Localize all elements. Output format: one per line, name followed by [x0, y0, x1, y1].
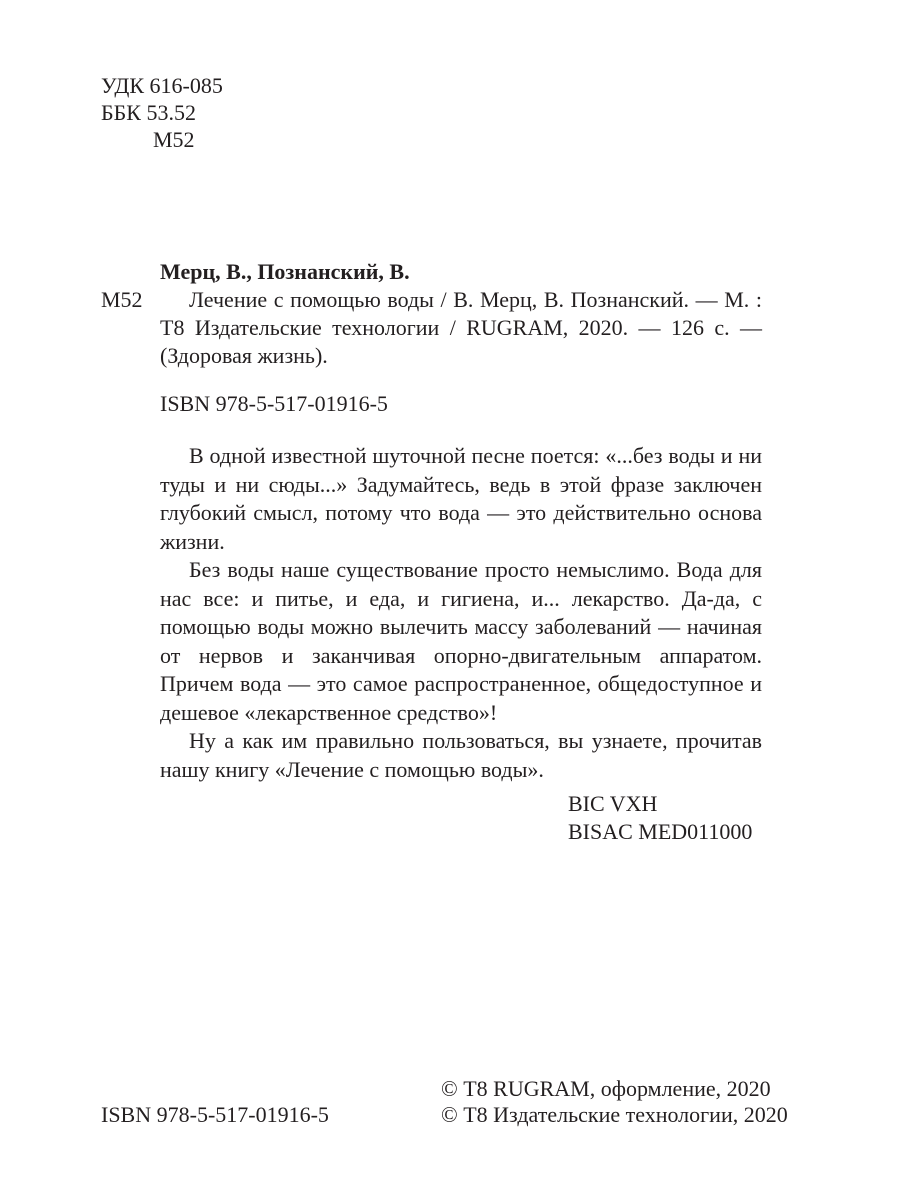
record-isbn: ISBN 978-5-517-01916-5: [160, 391, 388, 416]
classification-block: [101, 72, 223, 153]
record-cutter-mark: М52: [101, 287, 143, 312]
record-authors: Мерц, В., Познанский, В.: [160, 259, 410, 284]
copyright-design: © Т8 RUGRAM, оформление, 2020: [441, 1076, 771, 1101]
bbk-code: ББК 53.52: [101, 100, 196, 125]
annotation: [160, 442, 762, 784]
bic-code: BIC VXH: [568, 791, 658, 816]
bisac-code: BISAC MED011000: [568, 819, 753, 844]
annotation-paragraph: Ну а как им правильно пользоваться, вы узнаете, прочитав нашу книгу «Лечение с помощью воды».: [160, 728, 762, 782]
record-description: Лечение с помощью воды / В. Мерц, В. Познанский. — М. : Т8 Издательские технологии / RUGRAM, 2020. — 126 с. — (Здоровая жизнь).: [160, 287, 762, 368]
annotation-paragraph: В одной известной шуточной песне поется: «...без воды и ни туды и ни сюды...» Задумайтесь, ведь в этой фразе заключен глубокий смысл, потому что вода — это действительно основа жизни.: [160, 443, 762, 554]
cutter-code: М52: [153, 127, 195, 152]
udk-code: УДК 616-085: [101, 73, 223, 98]
annotation-paragraph: Без воды наше существование просто немыслимо. Вода для нас все: и питье, и еда, и гигиена, и... лекарство. Да-да, с помощью воды можно вылечить массу заболеваний — начиная от нервов и заканчивая опорно-двигательным аппаратом. Причем вода — это самое распространенное, общедоступное и дешевое «лекарственное средство»!: [160, 557, 762, 725]
footer-isbn: ISBN 978-5-517-01916-5: [101, 1102, 329, 1127]
copyright-block: [441, 1076, 788, 1128]
copyright-publisher: © Т8 Издательские технологии, 2020: [441, 1102, 788, 1127]
subject-codes: [568, 790, 752, 846]
